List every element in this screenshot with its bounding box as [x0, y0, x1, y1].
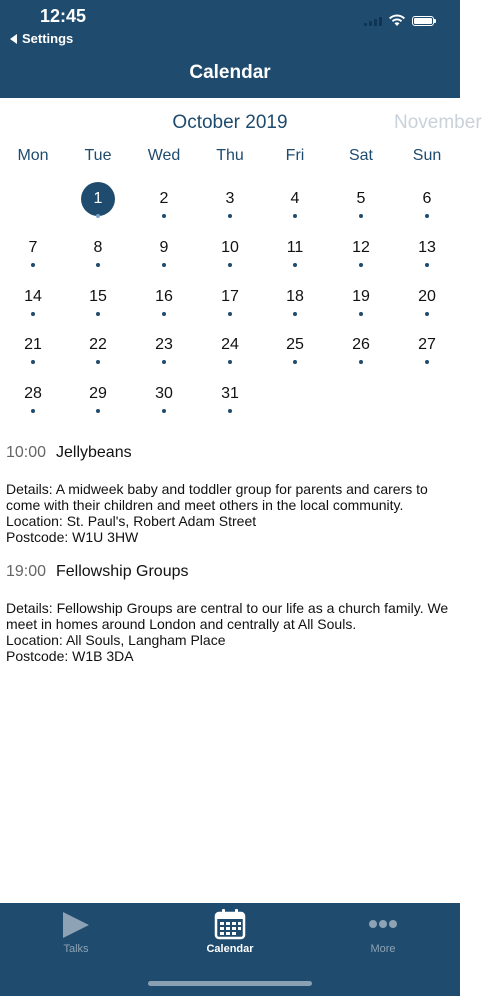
event-indicator-dot: [228, 409, 232, 413]
calendar-day[interactable]: [139, 383, 189, 405]
calendar-day[interactable]: [336, 237, 386, 259]
tab-label-calendar: Calendar: [206, 943, 254, 955]
day-number: 1: [93, 190, 103, 207]
day-number: 24: [221, 336, 239, 353]
event-details: [6, 481, 452, 545]
event-indicator-dot: [162, 263, 166, 267]
cellular-signal-icon: [364, 16, 382, 26]
back-to-settings-link[interactable]: [10, 31, 73, 46]
event-header: [6, 563, 452, 581]
more-dots-icon: [368, 919, 398, 929]
calendar-day[interactable]: [73, 383, 123, 405]
event-indicator-dot: [96, 360, 100, 364]
day-number: 7: [28, 239, 38, 256]
event-time: 10:00: [6, 444, 47, 461]
status-time: 12:45: [40, 6, 87, 26]
event-indicator-dot: [228, 312, 232, 316]
calendar-day[interactable]: [8, 237, 58, 259]
event-item[interactable]: [6, 444, 452, 545]
event-indicator-dot: [31, 409, 35, 413]
calendar-day[interactable]: [336, 188, 386, 210]
event-indicator-dot: [359, 360, 363, 364]
event-indicator-dot: [162, 312, 166, 316]
event-indicator-dot: [425, 360, 429, 364]
month-title: October 2019: [172, 112, 288, 133]
calendar-day[interactable]: [73, 237, 123, 259]
event-item[interactable]: [6, 563, 452, 664]
event-indicator-dot: [96, 214, 100, 218]
event-time: 19:00: [6, 563, 47, 580]
calendar-day[interactable]: [205, 237, 255, 259]
back-label: Settings: [22, 31, 74, 46]
wifi-icon: [388, 14, 406, 27]
calendar-day[interactable]: [205, 383, 255, 405]
event-indicator-dot: [31, 263, 35, 267]
event-indicator-dot: [96, 263, 100, 267]
calendar-day[interactable]: [270, 286, 320, 308]
event-location: Location: All Souls, Langham Place: [6, 632, 226, 648]
day-number: 2: [159, 190, 169, 207]
play-icon: [61, 910, 91, 940]
event-indicator-dot: [425, 263, 429, 267]
day-number: 5: [356, 190, 366, 207]
event-indicator-dot: [293, 360, 297, 364]
battery-icon: [412, 16, 434, 26]
calendar-day[interactable]: [336, 286, 386, 308]
calendar-day[interactable]: [270, 237, 320, 259]
day-number: 9: [159, 239, 169, 256]
event-indicator-dot: [425, 214, 429, 218]
calendar-day[interactable]: [270, 188, 320, 210]
event-title: Fellowship Groups: [56, 563, 189, 580]
calendar-day[interactable]: [139, 237, 189, 259]
calendar-day[interactable]: [205, 334, 255, 356]
event-details: [6, 600, 452, 664]
event-indicator-dot: [228, 214, 232, 218]
event-description: Details: Fellowship Groups are central to our life as a church family. We meet in homes around London and centrally at All Souls.: [6, 600, 449, 632]
event-header: [6, 444, 452, 462]
day-number: 28: [24, 385, 42, 402]
day-number: 29: [89, 385, 107, 402]
day-number: 23: [155, 336, 173, 353]
next-month-peek[interactable]: November: [394, 112, 482, 133]
event-indicator-dot: [162, 214, 166, 218]
calendar-day[interactable]: [139, 188, 189, 210]
calendar-day[interactable]: [205, 188, 255, 210]
calendar-day[interactable]: [402, 237, 452, 259]
event-title: Jellybeans: [56, 444, 132, 461]
day-number: 22: [89, 336, 107, 353]
home-indicator: [148, 981, 312, 986]
event-indicator-dot: [228, 360, 232, 364]
event-indicator-dot: [359, 214, 363, 218]
event-location: Location: St. Paul's, Robert Adam Street: [6, 513, 257, 529]
tab-label-talks: Talks: [63, 943, 89, 955]
event-indicator-dot: [425, 312, 429, 316]
status-icons: [364, 14, 434, 27]
day-number: 31: [221, 385, 239, 402]
day-number: 25: [286, 336, 304, 353]
day-number: 30: [155, 385, 173, 402]
day-number: 20: [418, 288, 436, 305]
calendar-day[interactable]: [8, 383, 58, 405]
day-number: 11: [286, 239, 304, 256]
event-indicator-dot: [293, 312, 297, 316]
calendar-day[interactable]: [139, 334, 189, 356]
day-number: 4: [290, 190, 300, 207]
event-indicator-dot: [31, 312, 35, 316]
day-number: 16: [155, 288, 173, 305]
event-indicator-dot: [293, 263, 297, 267]
day-number: 18: [286, 288, 304, 305]
event-indicator-dot: [162, 409, 166, 413]
event-indicator-dot: [162, 360, 166, 364]
day-number: 12: [352, 239, 370, 256]
event-indicator-dot: [359, 263, 363, 267]
calendar-day[interactable]: [205, 286, 255, 308]
day-number: 21: [24, 336, 42, 353]
day-number: 10: [221, 239, 239, 256]
event-postcode: Postcode: W1U 3HW: [6, 529, 139, 545]
event-postcode: Postcode: W1B 3DA: [6, 648, 134, 664]
back-arrow-icon: [10, 34, 17, 44]
day-number: 6: [422, 190, 432, 207]
nav-bar: [0, 0, 460, 98]
day-number: 3: [225, 190, 235, 207]
calendar-day[interactable]: [139, 286, 189, 308]
weekday-label: Thu: [216, 147, 244, 164]
calendar-day[interactable]: [402, 286, 452, 308]
event-indicator-dot: [96, 409, 100, 413]
event-indicator-dot: [31, 360, 35, 364]
day-number: 17: [221, 288, 239, 305]
calendar-day[interactable]: [402, 334, 452, 356]
event-indicator-dot: [359, 312, 363, 316]
day-number: 13: [418, 239, 436, 256]
calendar-day[interactable]: [336, 334, 386, 356]
event-indicator-dot: [228, 263, 232, 267]
weekday-label: Sun: [412, 147, 442, 164]
page-title: Calendar: [189, 62, 271, 83]
calendar-day[interactable]: [8, 334, 58, 356]
calendar-day[interactable]: [270, 334, 320, 356]
tab-label-more: More: [370, 943, 396, 955]
event-description: Details: A midweek baby and toddler group for parents and carers to come with their children and meet others in the local community.: [6, 481, 428, 513]
day-number: 27: [418, 336, 436, 353]
day-number: 14: [24, 288, 42, 305]
weekday-label: Tue: [84, 147, 112, 164]
weekday-label: Mon: [17, 147, 49, 164]
calendar-icon: [214, 908, 246, 940]
day-number: 19: [352, 288, 370, 305]
day-number: 15: [89, 288, 107, 305]
calendar-day[interactable]: [73, 188, 123, 210]
day-number: 26: [352, 336, 370, 353]
weekday-label: Sat: [348, 147, 373, 164]
weekday-label: Wed: [147, 147, 181, 164]
calendar-day[interactable]: [402, 188, 452, 210]
event-indicator-dot: [96, 312, 100, 316]
calendar-day[interactable]: [8, 286, 58, 308]
day-number: 8: [93, 239, 103, 256]
event-indicator-dot: [293, 214, 297, 218]
calendar-day[interactable]: [73, 334, 123, 356]
calendar-day[interactable]: [73, 286, 123, 308]
weekday-label: Fri: [285, 147, 305, 164]
